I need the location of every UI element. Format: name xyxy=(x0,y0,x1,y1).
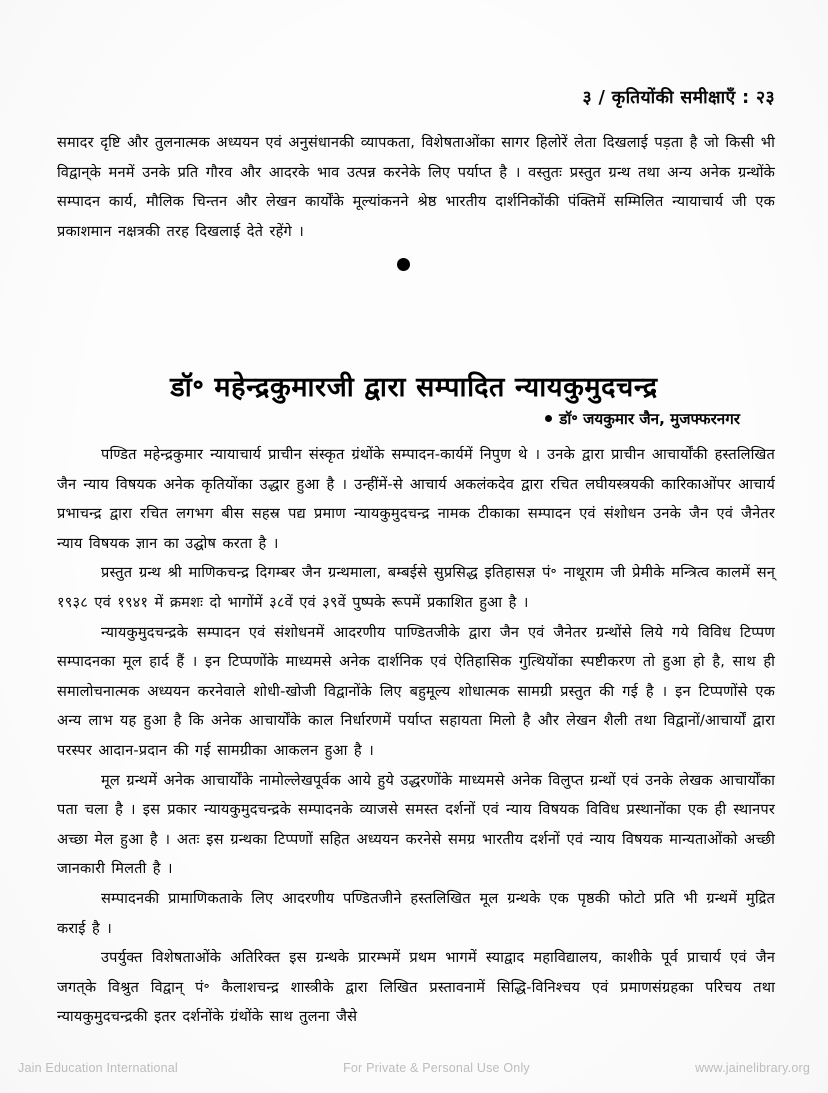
paragraph: सम्पादनकी प्रामाणिकताके लिए आदरणीय पण्डितजीने हस्तलिखित मूल ग्रन्थके एक पृष्ठकी फोटो प्रति भी ग्रन्थमें मुद्रित कराई है । xyxy=(57,889,775,937)
intro-text-block xyxy=(57,128,775,246)
running-head: ३ / कृतियोंकी समीक्षाएँ : २३ xyxy=(582,88,775,108)
footer-center-text: For Private & Personal Use Only xyxy=(343,1061,530,1075)
paragraph: पण्डित महेन्द्रकुमार न्यायाचार्य प्राचीन संस्कृत ग्रंथोंके सम्पादन-कार्यमें निपुण थे । उनके द्वारा प्राचीन आचार्योंकी हस्तलिखित जैन न्याय विषयक अनेक कृतियोंका उद्धार हुआ है । उन्हींमें-से आचार्य अकलंकदेव द्वारा रचित लघीयस्त्रयकी कारिकाओंपर आचार्य प्रभाचन्द्र द्वारा रचित लगभग बीस सहस्र पद्य प्रमाण न्यायकुमुदचन्द्र नामक टीकाका सम्पादन एवं संशोधन उनके जैन एवं जैनेतर न्याय विषयक ज्ञान का उद्घोष करता है । xyxy=(57,446,775,552)
paragraph: प्रस्तुत ग्रन्थ श्री माणिकचन्द्र दिगम्बर जैन ग्रन्थमाला, बम्बईसे सुप्रसिद्ध इतिहासज्ञ पं॰ नाथूराम जी प्रेमीके मन्त्रित्व कालमें सन् १९३८ एवं १९४१ में क्रमशः दो भागोंमें ३८वें एवं ३९वें पुष्पके रूपमें प्रकाशित हुआ है । xyxy=(57,564,775,611)
footer-left-text: Jain Education International xyxy=(18,1061,178,1075)
footer-right-url: www.jainelibrary.org xyxy=(695,1061,810,1075)
article-body xyxy=(57,440,775,1032)
paragraph: मूल ग्रन्थमें अनेक आचार्योंके नामोल्लेखपूर्वक आये हुये उद्धरणोंके माध्यमसे अनेक विलुप्त ग्रन्थों एवं उनके लेखक आचार्योंका पता चला है । इस प्रकार न्यायकुमुदचन्द्रके सम्पादनके व्याजसे समस्त दर्शनों एवं न्याय विषयक विविध प्रस्थानोंका एक ही स्थानपर अच्छा मेल हुआ है । अतः इस ग्रन्थका टिप्पणों सहित अध्ययन करनेसे समग्र भारतीय दर्शनों एवं न्याय विषयक मान्यताओंको अच्छी जानकारी मिलती है । xyxy=(57,771,775,878)
paragraph: समादर दृष्टि और तुलनात्मक अध्ययन एवं अनुसंधानकी व्यापकता, विशेषताओंका सागर हिलोरें लेता दिखलाई पड़ता है जो किसी भी विद्वान्‌के मनमें उनके प्रति गौरव और आदरके भाव उत्पन्न करनेके लिए पर्याप्त है । वस्तुतः प्रस्तुत ग्रन्थ तथा अन्य अनेक ग्रन्थोंके सम्पादन कार्य, मौलिक चिन्तन और लेखन कार्योंके मूल्यांकनने श्रेष्ठ भारतीय दार्शनिकोंकी पंक्तिमें सम्मिलित न्यायाचार्य जी एक प्रकाशमान नक्षत्रकी तरह दिखलाई देते रहेंगे । xyxy=(57,134,775,240)
byline-text: डॉ॰ जयकुमार जैन, मुजफ्फरनगर xyxy=(559,410,740,428)
article-byline xyxy=(545,409,740,429)
bullet-dot-icon xyxy=(397,258,410,271)
paragraph: उपर्युक्त विशेषताओंके अतिरिक्त इस ग्रन्थके प्रारम्भमें प्रथम भागमें स्याद्वाद महाविद्यालय, काशीके पूर्व प्राचार्य एवं जैन जगत्‌के विश्रुत विद्वान् पं॰ कैलाशचन्द्र शास्त्रीके द्वारा लिखित प्रस्तावनामें सिद्धि-विनिश्चय एवं प्रमाणसंग्रहका परिचय तथा न्यायकुमुदचन्द्रकी इतर दर्शनोंके ग्रंथोंके साथ तुलना जैसे xyxy=(57,949,775,1026)
section-divider xyxy=(0,258,828,276)
paragraph: न्यायकुमुदचन्द्रके सम्पादन एवं संशोधनमें आदरणीय पाण्डितजीके द्वारा जैन एवं जैनेतर ग्रन्थोंसे लिये गये विविध टिप्पण सम्पादनका मूल हार्द हैं । इन टिप्पणोंके माध्यमसे अनेक दार्शनिक एवं ऐतिहासिक गुत्थियोंका स्पष्टीकरण तो हुआ हो है, साथ ही समालोचनात्मक अध्ययन करनेवाले शोधी-खोजी विद्वानोंके लिए बहुमूल्य शोधात्मक सामग्री प्रस्तुत की गई है । इन टिप्पणोंसे एक अन्य लाभ यह हुआ है कि अनेक आचार्योंके काल निर्धारणमें पर्याप्त सहायता मिलो है और लेखन शैली तथा विद्वानों/आचार्यों द्वारा परस्पर आदान-प्रदान की गई सामग्रीका आकलन हुआ है । xyxy=(57,623,775,759)
page-footer xyxy=(0,1061,828,1075)
bullet-dot-icon xyxy=(545,415,552,422)
article-title: डॉ॰ महेन्द्रकुमारजी द्वारा सम्पादित न्यायकुमुदचन्द्र xyxy=(170,372,658,403)
